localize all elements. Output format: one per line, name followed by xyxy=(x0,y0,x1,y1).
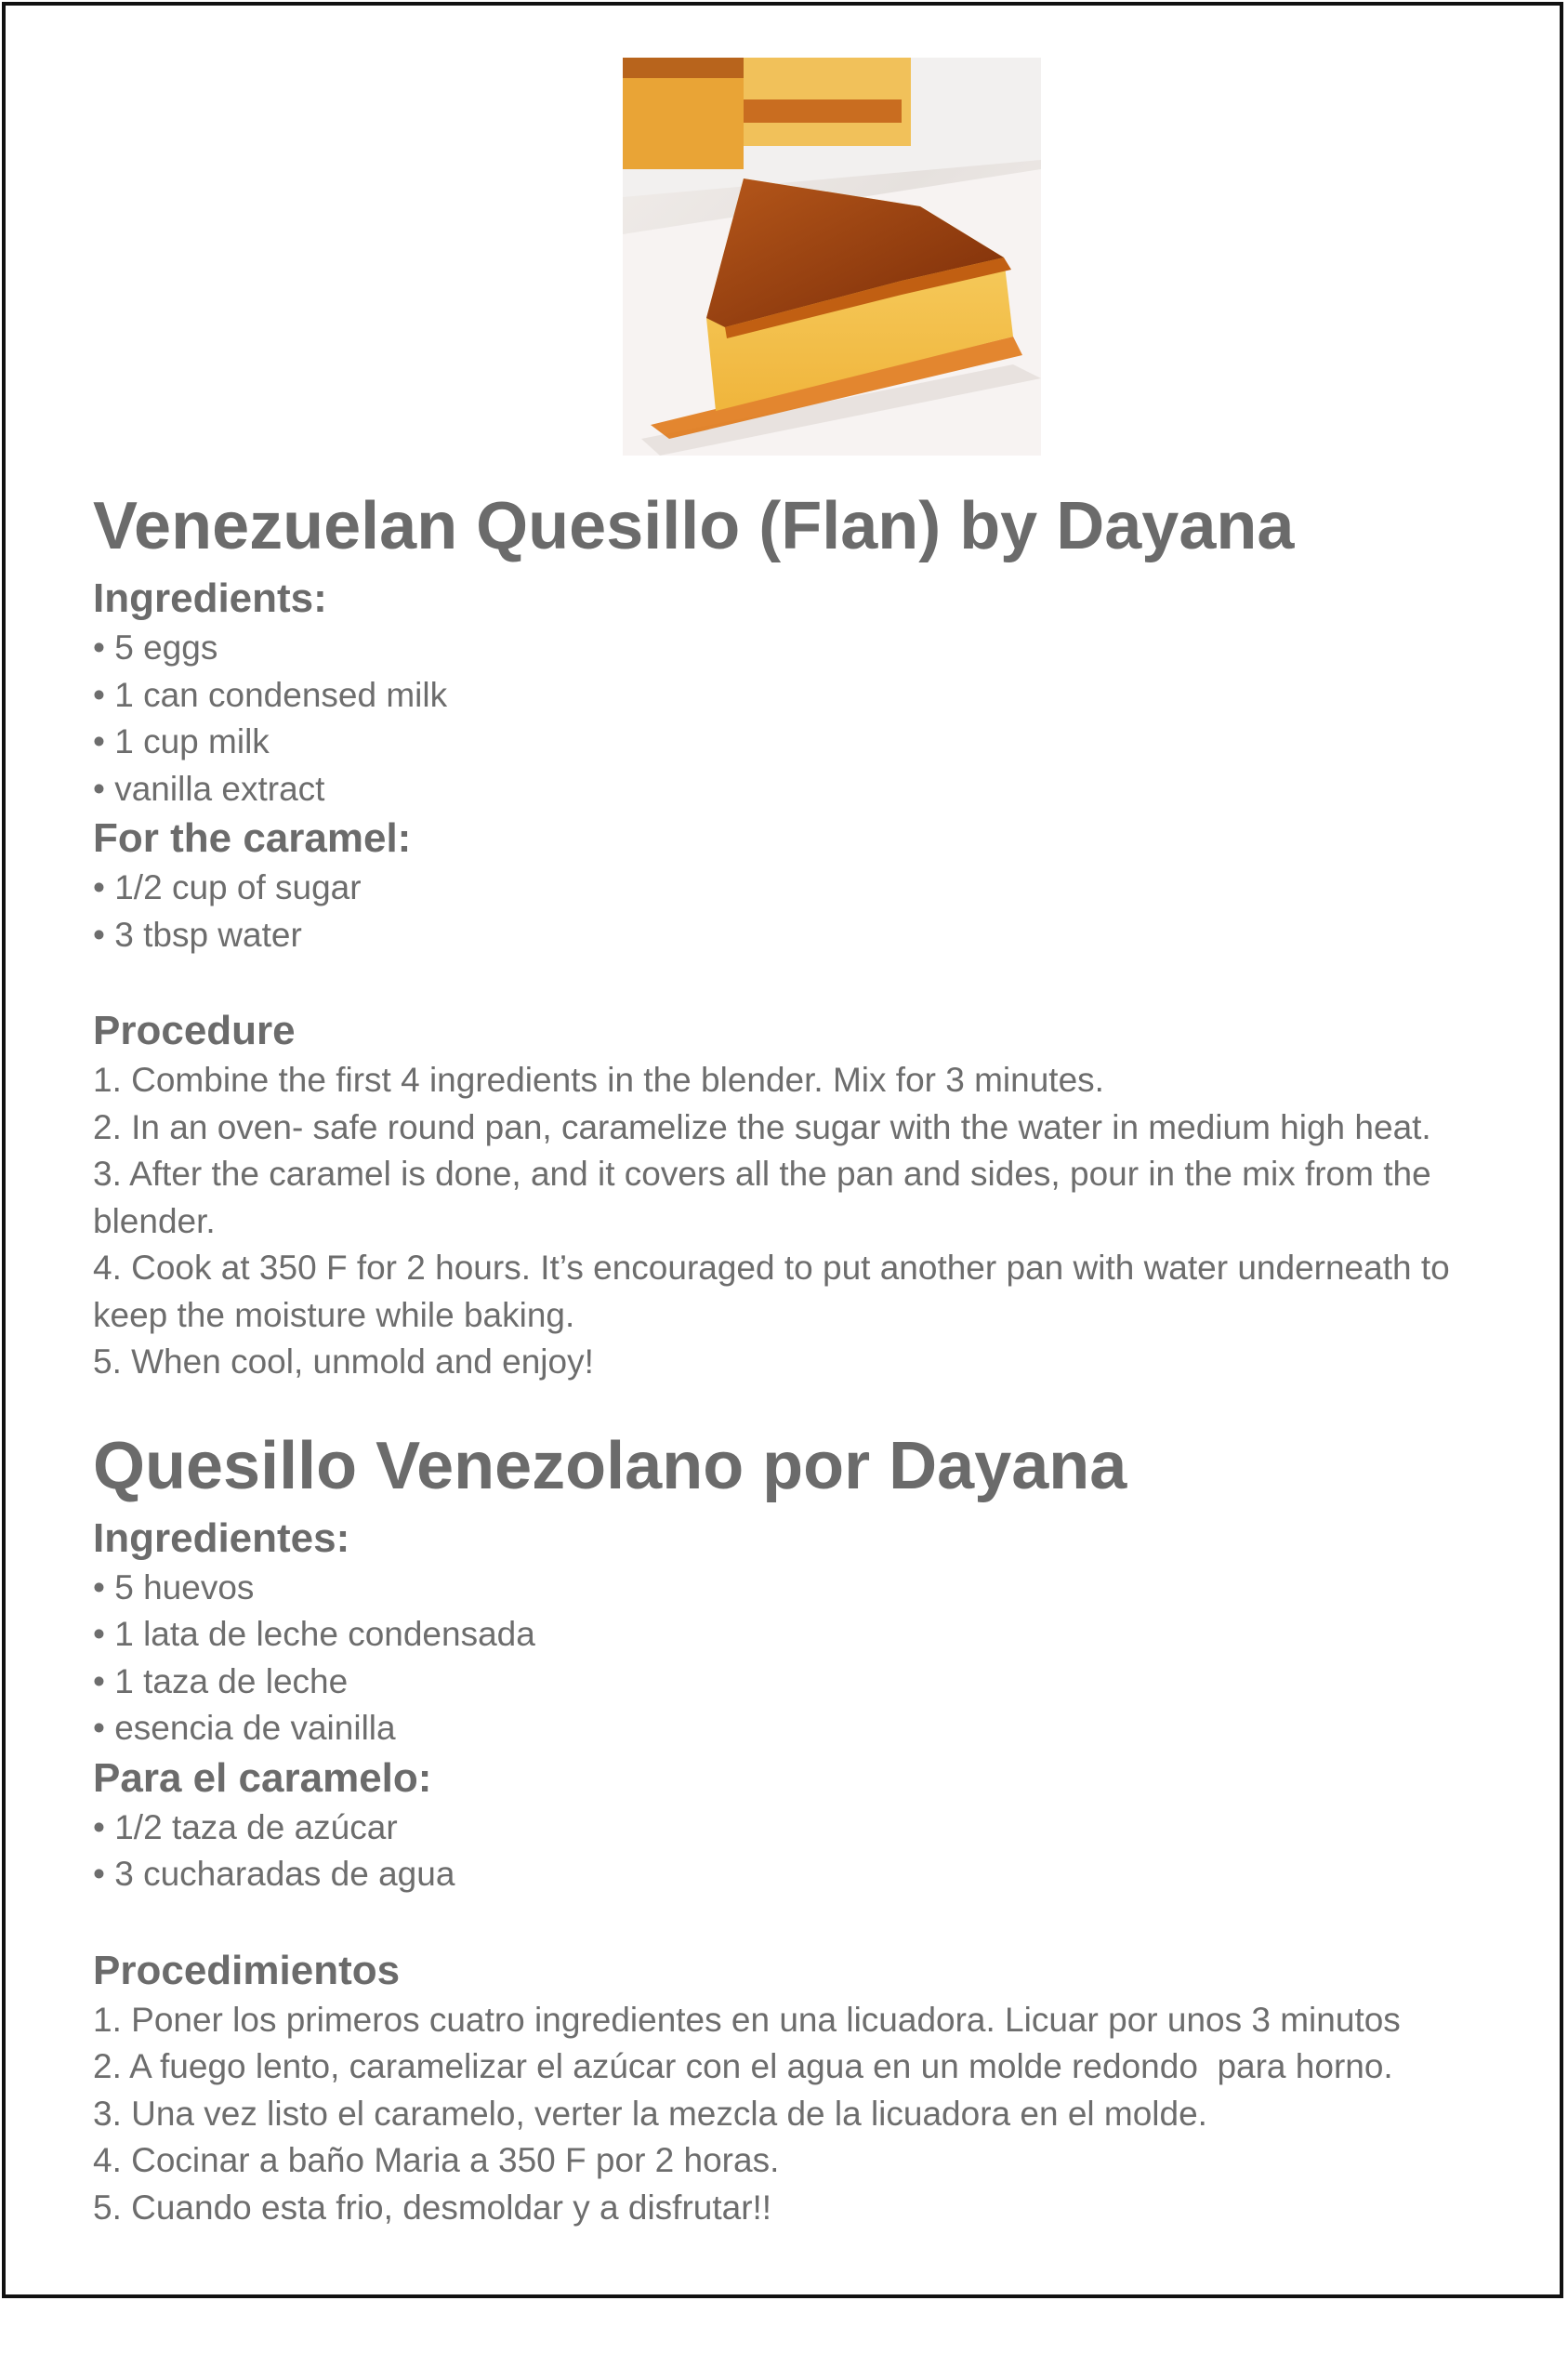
flan-slice-photo xyxy=(623,58,1041,456)
procedure-step: 1. Combine the first 4 ingredients in the blender. Mix for 3 minutes. xyxy=(93,1061,1104,1099)
ingredients-list xyxy=(93,625,1506,813)
ingredientes-list xyxy=(93,1565,1506,1752)
caramel-item: • 1/2 cup of sugar xyxy=(93,868,362,906)
procedure-step: 5. When cool, unmold and enjoy! xyxy=(93,1342,594,1381)
procedure-step: 2. In an oven- safe round pan, caramelize the sugar with the water in medium high heat. xyxy=(93,1107,1431,1146)
recipe-title-spanish: Quesillo Venezolano por Dayana xyxy=(93,1428,1127,1503)
ingredient-item: • 1 cup milk xyxy=(93,722,270,760)
ingredient-item: • 1 can condensed milk xyxy=(93,675,448,714)
caramel-list xyxy=(93,865,1506,959)
recipe-title-english: Venezuelan Quesillo (Flan) by Dayana xyxy=(93,489,1295,563)
caramelo-item: • 3 cucharadas de agua xyxy=(93,1855,455,1893)
ingrediente-item: • 1 lata de leche condensada xyxy=(93,1615,535,1653)
procedimiento-step: 3. Una vez listo el caramelo, verter la mezcla de la licuadora en el molde. xyxy=(93,2094,1207,2133)
caramel-heading: For the caramel: xyxy=(93,815,412,861)
spanish-recipe xyxy=(93,1420,1506,2232)
procedure-heading: Procedure xyxy=(93,1008,296,1053)
procedure-steps xyxy=(93,1057,1506,1386)
caramel-item: • 3 tbsp water xyxy=(93,915,302,954)
procedimiento-step: 4. Cocinar a baño Maria a 350 F por 2 horas. xyxy=(93,2141,780,2179)
caramelo-heading: Para el caramelo: xyxy=(93,1754,432,1801)
ingredient-item: • 5 eggs xyxy=(93,628,218,667)
english-recipe xyxy=(93,480,1506,1386)
recipe-card xyxy=(2,2,1563,2298)
procedimiento-step: 2. A fuego lento, caramelizar el azúcar con el agua en un molde redondo para horno. xyxy=(93,2047,1393,2085)
caramelo-list xyxy=(93,1805,1506,1898)
procedimiento-step: 1. Poner los primeros cuatro ingredientes en una licuadora. Licuar por unos 3 minutos xyxy=(93,2000,1401,2039)
procedimientos-heading: Procedimientos xyxy=(93,1947,401,1993)
procedimientos-steps xyxy=(93,1997,1506,2232)
ingredient-item: • vanilla extract xyxy=(93,769,325,808)
ingrediente-item: • 1 taza de leche xyxy=(93,1661,349,1700)
procedure-step: 4. Cook at 350 F for 2 hours. It’s encouraged to put another pan with water underneath to keep the moisture while baking. xyxy=(93,1249,1450,1334)
procedure-step: 3. After the caramel is done, and it covers all the pan and sides, pour in the mix from the blender. xyxy=(93,1155,1431,1240)
ingredients-heading: Ingredients: xyxy=(93,575,327,621)
caramelo-item: • 1/2 taza de azúcar xyxy=(93,1807,398,1846)
recipe-content xyxy=(93,480,1506,2231)
procedimiento-step: 5. Cuando esta frio, desmoldar y a disfrutar!! xyxy=(93,2188,772,2227)
ingrediente-item: • esencia de vainilla xyxy=(93,1709,396,1747)
ingrediente-item: • 5 huevos xyxy=(93,1567,255,1606)
ingredientes-heading: Ingredientes: xyxy=(93,1514,350,1561)
